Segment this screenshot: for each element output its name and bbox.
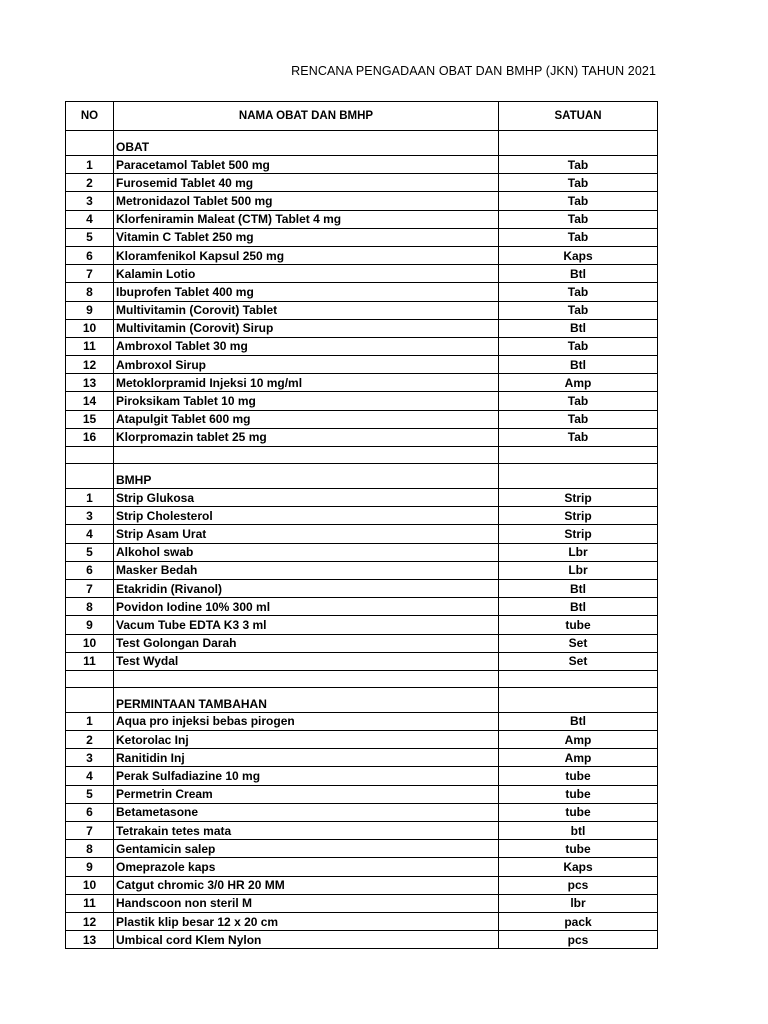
item-name: Ketorolac Inj [114, 731, 499, 749]
item-name: Kloramfenikol Kapsul 250 mg [114, 246, 499, 264]
item-name: Kalamin Lotio [114, 265, 499, 283]
row-number: 6 [66, 803, 114, 821]
table-row [66, 749, 658, 767]
item-name: Umbical cord Klem Nylon [114, 931, 499, 949]
table-row [66, 374, 658, 392]
item-name: Test Golongan Darah [114, 634, 499, 652]
item-unit: pcs [499, 876, 658, 894]
item-name: Perak Sulfadiazine 10 mg [114, 767, 499, 785]
item-name: Test Wydal [114, 652, 499, 670]
row-number: 11 [66, 652, 114, 670]
item-unit: Btl [499, 265, 658, 283]
item-name: Ambroxol Sirup [114, 356, 499, 374]
table-row [66, 598, 658, 616]
table-row [66, 803, 658, 821]
row-number: 16 [66, 428, 114, 446]
section-title: BMHP [114, 464, 499, 489]
item-name: Multivitamin (Corovit) Sirup [114, 319, 499, 337]
item-unit: Btl [499, 319, 658, 337]
row-number: 1 [66, 156, 114, 174]
item-unit: Tab [499, 410, 658, 428]
table-row [66, 579, 658, 597]
item-name: Furosemid Tablet 40 mg [114, 174, 499, 192]
row-number: 7 [66, 265, 114, 283]
table-row [66, 543, 658, 561]
table-row [66, 507, 658, 525]
section-title: OBAT [114, 131, 499, 156]
item-unit: Tab [499, 392, 658, 410]
table-row [66, 489, 658, 507]
row-number: 13 [66, 374, 114, 392]
item-unit: Tab [499, 428, 658, 446]
row-number: 6 [66, 561, 114, 579]
table-row [66, 712, 658, 730]
item-unit: Tab [499, 301, 658, 319]
row-number: 5 [66, 785, 114, 803]
item-unit: Strip [499, 525, 658, 543]
item-unit: Lbr [499, 561, 658, 579]
spacer-row [66, 447, 658, 464]
row-number: 7 [66, 579, 114, 597]
item-unit: Set [499, 634, 658, 652]
item-name: Piroksikam Tablet 10 mg [114, 392, 499, 410]
empty-cell [499, 131, 658, 156]
table-row [66, 525, 658, 543]
row-number: 4 [66, 767, 114, 785]
empty-cell [66, 670, 114, 687]
item-name: Omeprazole kaps [114, 858, 499, 876]
item-unit: pcs [499, 931, 658, 949]
table-body [66, 131, 658, 949]
item-unit: btl [499, 822, 658, 840]
item-name: Multivitamin (Corovit) Tablet [114, 301, 499, 319]
header-unit: SATUAN [499, 102, 658, 131]
row-number: 10 [66, 319, 114, 337]
table-row [66, 894, 658, 912]
row-number: 11 [66, 337, 114, 355]
item-unit: Strip [499, 507, 658, 525]
item-name: Catgut chromic 3/0 HR 20 MM [114, 876, 499, 894]
table-row [66, 912, 658, 930]
item-name: Tetrakain tetes mata [114, 822, 499, 840]
row-number: 8 [66, 598, 114, 616]
row-number: 7 [66, 822, 114, 840]
row-number: 2 [66, 731, 114, 749]
item-unit: pack [499, 912, 658, 930]
table-row [66, 337, 658, 355]
row-number: 1 [66, 712, 114, 730]
table-row [66, 561, 658, 579]
section-header-row [66, 464, 658, 489]
item-unit: Lbr [499, 543, 658, 561]
table-row [66, 931, 658, 949]
item-name: Betametasone [114, 803, 499, 821]
item-name: Vacum Tube EDTA K3 3 ml [114, 616, 499, 634]
item-name: Metronidazol Tablet 500 mg [114, 192, 499, 210]
item-name: Permetrin Cream [114, 785, 499, 803]
item-name: Klorpromazin tablet 25 mg [114, 428, 499, 446]
table-row [66, 392, 658, 410]
row-number: 9 [66, 616, 114, 634]
row-number: 5 [66, 543, 114, 561]
empty-cell [66, 131, 114, 156]
row-number: 13 [66, 931, 114, 949]
row-number: 12 [66, 356, 114, 374]
empty-cell [66, 687, 114, 712]
item-name: Ibuprofen Tablet 400 mg [114, 283, 499, 301]
item-name: Plastik klip besar 12 x 20 cm [114, 912, 499, 930]
table-row [66, 301, 658, 319]
item-unit: Tab [499, 283, 658, 301]
item-unit: Btl [499, 598, 658, 616]
table-row [66, 265, 658, 283]
item-unit: Amp [499, 749, 658, 767]
empty-cell [66, 447, 114, 464]
row-number: 8 [66, 840, 114, 858]
header-name: NAMA OBAT DAN BMHP [114, 102, 499, 131]
item-name: Ranitidin Inj [114, 749, 499, 767]
row-number: 10 [66, 876, 114, 894]
item-unit: lbr [499, 894, 658, 912]
item-unit: Amp [499, 374, 658, 392]
item-name: Paracetamol Tablet 500 mg [114, 156, 499, 174]
table-row [66, 634, 658, 652]
item-name: Ambroxol Tablet 30 mg [114, 337, 499, 355]
empty-cell [499, 670, 658, 687]
table-row [66, 858, 658, 876]
table-row [66, 731, 658, 749]
table-row [66, 840, 658, 858]
empty-cell [66, 464, 114, 489]
row-number: 3 [66, 749, 114, 767]
item-unit: tube [499, 840, 658, 858]
row-number: 10 [66, 634, 114, 652]
empty-cell [114, 447, 499, 464]
item-name: Atapulgit Tablet 600 mg [114, 410, 499, 428]
item-unit: Tab [499, 156, 658, 174]
item-name: Klorfeniramin Maleat (CTM) Tablet 4 mg [114, 210, 499, 228]
item-unit: Tab [499, 210, 658, 228]
table-row [66, 785, 658, 803]
item-name: Strip Asam Urat [114, 525, 499, 543]
item-name: Strip Cholesterol [114, 507, 499, 525]
table-row [66, 616, 658, 634]
item-unit: Tab [499, 228, 658, 246]
section-title: PERMINTAAN TAMBAHAN [114, 687, 499, 712]
row-number: 14 [66, 392, 114, 410]
empty-cell [499, 464, 658, 489]
row-number: 15 [66, 410, 114, 428]
table-row [66, 210, 658, 228]
table-row [66, 174, 658, 192]
table-row [66, 246, 658, 264]
item-unit: Set [499, 652, 658, 670]
item-name: Masker Bedah [114, 561, 499, 579]
section-header-row [66, 687, 658, 712]
item-name: Vitamin C Tablet 250 mg [114, 228, 499, 246]
section-header-row [66, 131, 658, 156]
item-name: Aqua pro injeksi bebas pirogen [114, 712, 499, 730]
item-name: Etakridin (Rivanol) [114, 579, 499, 597]
item-unit: Tab [499, 337, 658, 355]
item-name: Metoklorpramid Injeksi 10 mg/ml [114, 374, 499, 392]
header-row [66, 102, 658, 131]
row-number: 11 [66, 894, 114, 912]
row-number: 3 [66, 507, 114, 525]
empty-cell [114, 670, 499, 687]
item-name: Gentamicin salep [114, 840, 499, 858]
table-row [66, 410, 658, 428]
row-number: 9 [66, 301, 114, 319]
row-number: 5 [66, 228, 114, 246]
item-unit: Kaps [499, 858, 658, 876]
row-number: 4 [66, 525, 114, 543]
table-row [66, 228, 658, 246]
table-row [66, 192, 658, 210]
row-number: 1 [66, 489, 114, 507]
table-row [66, 283, 658, 301]
table-row [66, 428, 658, 446]
empty-cell [499, 687, 658, 712]
item-unit: Btl [499, 579, 658, 597]
table-row [66, 652, 658, 670]
row-number: 8 [66, 283, 114, 301]
item-unit: Strip [499, 489, 658, 507]
procurement-table [65, 101, 658, 949]
row-number: 12 [66, 912, 114, 930]
item-unit: Amp [499, 731, 658, 749]
item-unit: Btl [499, 712, 658, 730]
table-row [66, 356, 658, 374]
item-name: Handscoon non steril M [114, 894, 499, 912]
item-unit: tube [499, 785, 658, 803]
item-unit: Kaps [499, 246, 658, 264]
empty-cell [499, 447, 658, 464]
row-number: 6 [66, 246, 114, 264]
item-name: Povidon Iodine 10% 300 ml [114, 598, 499, 616]
row-number: 4 [66, 210, 114, 228]
item-unit: tube [499, 803, 658, 821]
header-no: NO [66, 102, 114, 131]
item-name: Alkohol swab [114, 543, 499, 561]
table-row [66, 319, 658, 337]
row-number: 2 [66, 174, 114, 192]
table-row [66, 822, 658, 840]
table-row [66, 156, 658, 174]
document-title: RENCANA PENGADAAN OBAT DAN BMHP (JKN) TAHUN 2021 [291, 64, 656, 78]
row-number: 3 [66, 192, 114, 210]
table-row [66, 876, 658, 894]
spacer-row [66, 670, 658, 687]
table-row [66, 767, 658, 785]
item-name: Strip Glukosa [114, 489, 499, 507]
item-unit: Tab [499, 192, 658, 210]
item-unit: tube [499, 616, 658, 634]
item-unit: tube [499, 767, 658, 785]
item-unit: Tab [499, 174, 658, 192]
row-number: 9 [66, 858, 114, 876]
item-unit: Btl [499, 356, 658, 374]
